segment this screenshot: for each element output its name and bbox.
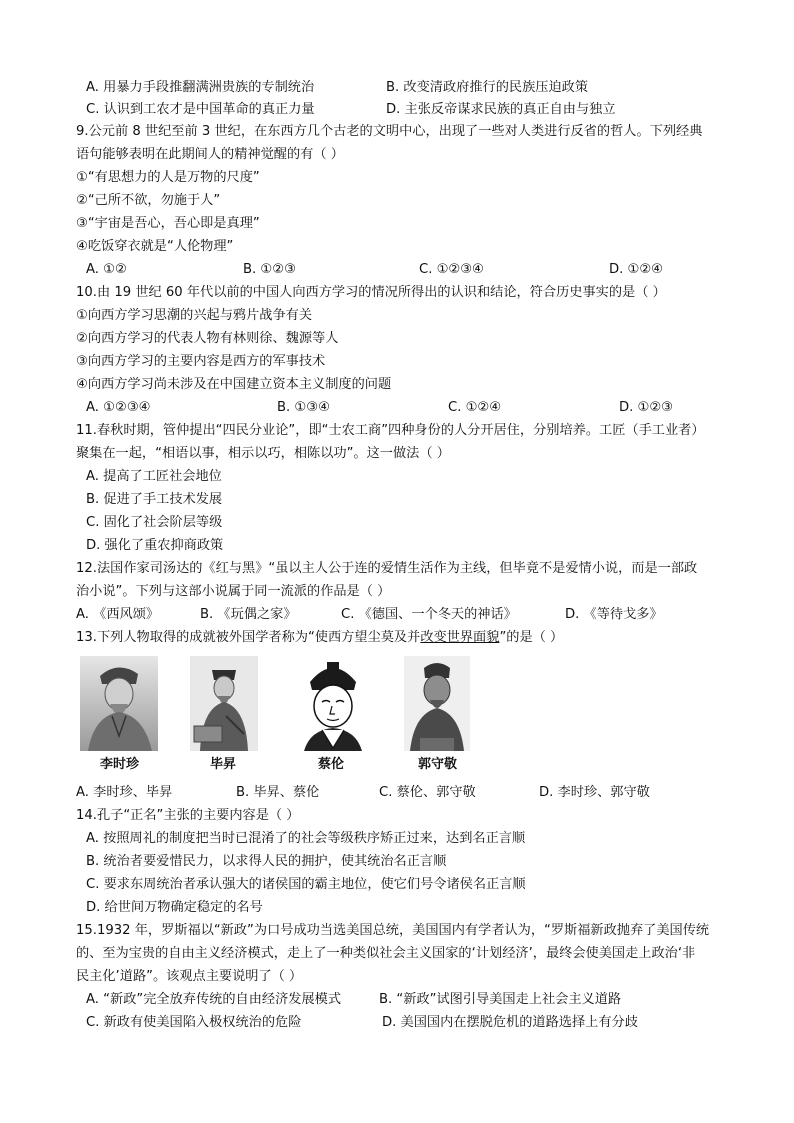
q15-option-d[interactable]: D. 美国国内在摆脱危机的道路选择上有分歧 — [382, 1015, 638, 1030]
portrait-caption-4: 郭守敬 — [418, 757, 458, 772]
q10-item-2: ②向西方学习的代表人物有林则徐、魏源等人 — [76, 331, 339, 346]
q9-stem-line-1: 9.公元前 8 世纪至前 3 世纪，在东西方几个古老的文明中心，出现了一些对人类进行反省的哲人。下列经典 — [76, 124, 703, 139]
q11-option-c[interactable]: C. 固化了社会阶层等级 — [86, 515, 223, 530]
q8-option-c[interactable]: C. 认识到工农才是中国革命的真正力量 — [86, 102, 315, 117]
q8-option-d[interactable]: D. 主张反帝谋求民族的真正自由与独立 — [386, 102, 616, 117]
q10-stem: 10.由 19 世纪 60 年代以前的中国人向西方学习的情况所得出的认识和结论，符合历史事实的是（ ） — [76, 285, 666, 300]
q12-option-d[interactable]: D. 《等待戈多》 — [565, 607, 663, 622]
q13-stem-underlined: 改变世界面貌 — [420, 630, 500, 645]
q12-option-b[interactable]: B. 《玩偶之家》 — [200, 607, 297, 622]
q13-option-b[interactable]: B. 毕昇、蔡伦 — [236, 785, 320, 800]
q12-option-a[interactable]: A. 《西风颂》 — [76, 607, 160, 622]
q14-option-d[interactable]: D. 给世间万物确定稳定的名号 — [86, 900, 263, 915]
q9-option-a[interactable]: A. ①② — [86, 262, 127, 277]
q11-option-a[interactable]: A. 提高了工匠社会地位 — [86, 469, 222, 484]
q9-item-3: ③“宇宙是吾心，吾心即是真理” — [76, 216, 260, 231]
q13-stem — [76, 628, 563, 648]
q10-option-a[interactable]: A. ①②③④ — [86, 400, 151, 415]
q13-option-c[interactable]: C. 蔡伦、郭守敬 — [379, 785, 476, 800]
portrait-bi-sheng-image — [190, 656, 258, 751]
q14-option-b[interactable]: B. 统治者要爱惜民力，以求得人民的拥护，使其统治名正言顺 — [86, 854, 447, 869]
q14-option-a[interactable]: A. 按照周礼的制度把当时已混淆了的社会等级秩序矫正过来，达到名正言顺 — [86, 831, 526, 846]
q10-option-c[interactable]: C. ①②④ — [448, 400, 502, 415]
q15-stem-line-2: 的、至为宝贵的自由主义经济模式，走上了一种类似社会主义国家的‘计划经济’，最终会使美国走上政治‘非 — [76, 946, 696, 961]
q9-option-b[interactable]: B. ①②③ — [243, 262, 296, 277]
q8-option-a[interactable]: A. 用暴力手段推翻满洲贵族的专制统治 — [86, 80, 315, 95]
q10-item-1: ①向西方学习思潮的兴起与鸦片战争有关 — [76, 308, 313, 323]
q14-option-c[interactable]: C. 要求东周统治者承认强大的诸侯国的霸主地位，使它们号令诸侯名正言顺 — [86, 877, 526, 892]
q15-option-a[interactable]: A. “新政”完全放弃传统的自由经济发展模式 — [86, 992, 342, 1007]
portrait-cai-lun-image — [292, 656, 374, 751]
q11-option-d[interactable]: D. 强化了重农抑商政策 — [86, 538, 224, 553]
q15-option-c[interactable]: C. 新政有使美国陷入极权统治的危险 — [86, 1015, 302, 1030]
q15-stem-line-3: 民主化’道路”。该观点主要说明了（ ） — [76, 969, 303, 984]
q11-option-b[interactable]: B. 促进了手工技术发展 — [86, 492, 223, 507]
q9-stem-line-2: 语句能够表明在此期间人的精神觉醒的有（ ） — [76, 147, 344, 162]
q9-item-1: ①“有思想力的人是万物的尺度” — [76, 170, 260, 185]
q14-stem: 14.孔子“正名”主张的主要内容是（ ） — [76, 808, 300, 823]
q9-item-2: ②“己所不欲，勿施于人” — [76, 193, 221, 208]
q13-option-d[interactable]: D. 李时珍、郭守敬 — [539, 785, 650, 800]
q9-item-4: ④吃饭穿衣就是“人伦物理” — [76, 239, 234, 254]
portrait-caption-1: 李时珍 — [100, 757, 140, 772]
q10-item-3: ③向西方学习的主要内容是西方的军事技术 — [76, 354, 326, 369]
q9-option-c[interactable]: C. ①②③④ — [419, 262, 484, 277]
q10-option-b[interactable]: B. ①③④ — [277, 400, 330, 415]
q13-option-a[interactable]: A. 李时珍、毕昇 — [76, 785, 173, 800]
q12-stem-line-2: 治小说”。下列与这部小说属于同一流派的作品是（ ） — [76, 584, 391, 599]
q12-option-c[interactable]: C. 《德国、一个冬天的神话》 — [341, 607, 517, 622]
portrait-guo-shoujing-image — [404, 656, 470, 751]
q11-stem-line-2: 聚集在一起，“相语以事，相示以巧，相陈以功”。这一做法（ ） — [76, 446, 450, 461]
q15-stem-line-1: 15.1932 年，罗斯福以“新政”为口号成功当选美国总统，美国国内有学者认为，“罗斯福新政抛弃了美国传统 — [76, 923, 710, 938]
portrait-li-shizhen-image — [80, 656, 158, 751]
q10-option-d[interactable]: D. ①②③ — [619, 400, 674, 415]
q10-item-4: ④向西方学习尚未涉及在中国建立资本主义制度的问题 — [76, 377, 392, 392]
q15-option-b[interactable]: B. “新政”试图引导美国走上社会主义道路 — [379, 992, 622, 1007]
q11-stem-line-1: 11.春秋时期，管仲提出“四民分业论”，即“士农工商”四种身份的人分开居住，分别培养。工匠（手工业者） — [76, 423, 705, 438]
q13-stem-post: ”的是（ ） — [499, 630, 564, 645]
q9-option-d[interactable]: D. ①②④ — [609, 262, 664, 277]
q12-stem-line-1: 12.法国作家司汤达的《红与黑》“虽以主人公于连的爱情生活作为主线，但毕竟不是爱情小说，而是一部政 — [76, 561, 698, 576]
portrait-caption-2: 毕昇 — [210, 757, 237, 772]
q8-option-b[interactable]: B. 改变清政府推行的民族压迫政策 — [386, 80, 589, 95]
q13-stem-pre: 13.下列人物取得的成就被外国学者称为“使西方望尘莫及并 — [76, 630, 421, 645]
portrait-caption-3: 蔡伦 — [318, 757, 345, 772]
